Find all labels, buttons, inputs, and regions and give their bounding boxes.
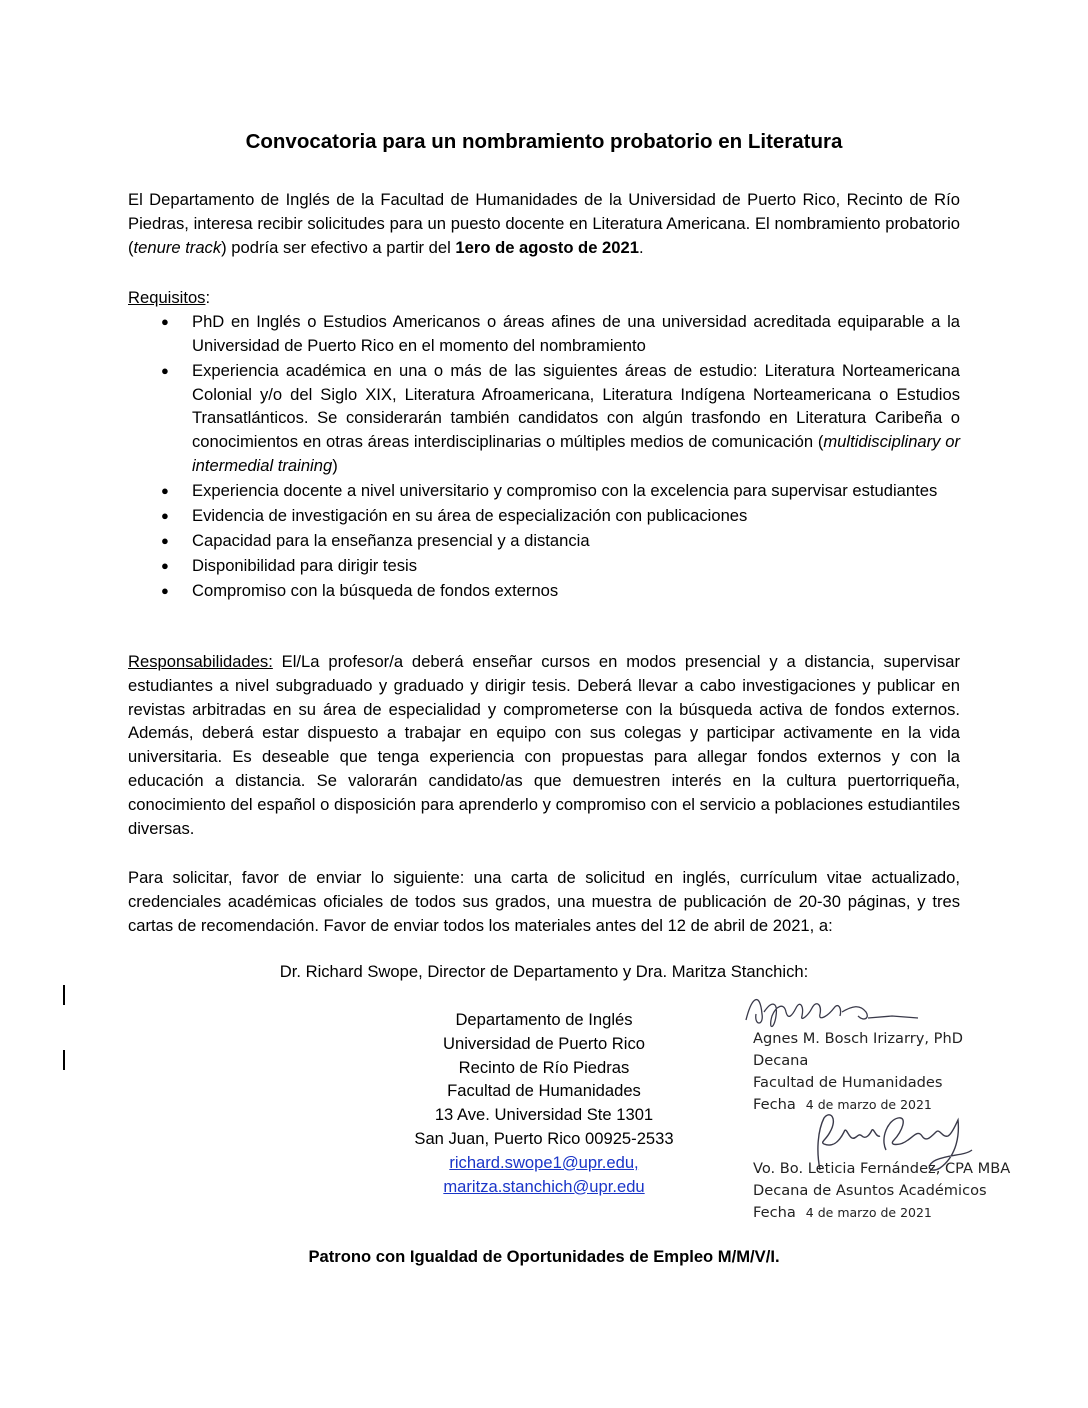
list-item: ● Capacidad para la enseñanza presencial y a distancia [128, 529, 960, 553]
intro-italic: tenure track [133, 237, 222, 257]
requirements-heading-label: Requisitos [128, 288, 206, 307]
address-line: Recinto de Río Piedras [458, 1057, 630, 1077]
margin-mark [63, 985, 65, 1005]
contact-line: Dr. Richard Swope, Director de Departamento y Dra. Maritza Stanchich: [279, 962, 809, 981]
margin-mark [63, 1050, 65, 1070]
requirements-heading: Requisitos: [128, 288, 211, 307]
signature-block-dean [753, 1028, 1053, 1116]
signature-block-academic-dean [753, 1158, 1053, 1224]
list-item: ● Experiencia académica en una o más de las siguientes áreas de estudio: Literatura Norteamericana Colonial y/o del Siglo XIX, Literatura Afroamericana, Literatura Indígena Norteamericana o Estudios Transatlánticos. Se considerarán también candidatos con algún trasfondo en Literatura Caribeña o conocimientos en otras áreas interdisciplinarias o múltiples medios de comunicación (multidisciplinary or intermedial training) [161, 360, 960, 475]
list-item: ● Compromiso con la búsqueda de fondos externos [128, 579, 960, 603]
responsibilities-paragraph [128, 650, 960, 840]
intro-text-1: El Departamento de Inglés de la Facultad de Humanidades de la Universidad de Puerto Rico, Recinto de Río Piedras, interesa recibir solicitudes para un puesto docente en Literatura Americana. El nombramiento probatorio ( [128, 190, 960, 257]
signer-name: Vo. Bo. Leticia Fernández, CPA MBA [753, 1160, 1011, 1177]
address-line: 13 Ave. Universidad Ste 1301 [434, 1105, 654, 1125]
bullet-icon: ● [161, 507, 169, 523]
signer-name: Agnes M. Bosch Irizarry, PhD [753, 1030, 963, 1047]
intro-paragraph [128, 188, 960, 259]
intro-text-2: ) podría ser efectivo a partir del [221, 237, 456, 257]
list-item: ● Evidencia de investigación en su área de especialización con publicaciones [128, 504, 960, 528]
email-link-stanchich[interactable]: maritza.stanchich@upr.edu [443, 1176, 645, 1196]
bullet-icon: ● [161, 362, 169, 378]
bullet-icon: ● [161, 557, 169, 573]
signer-title: Decana [753, 1052, 809, 1069]
email-link-swope[interactable]: richard.swope1@upr.edu, [449, 1152, 639, 1172]
list-item: ● Disponibilidad para dirigir tesis [128, 554, 960, 578]
address-line: Universidad de Puerto Rico [443, 1033, 645, 1053]
bullet-icon: ● [161, 532, 169, 548]
signature-date: 4 de marzo de 2021 [805, 1205, 932, 1220]
address-line: Departamento de Inglés [455, 1010, 633, 1029]
bullet-icon: ● [161, 482, 169, 498]
bullet-icon: ● [161, 582, 169, 598]
list-item: ● PhD en Inglés o Estudios Americanos o áreas afines de una universidad acreditada equiparable a la Universidad de Puerto Rico en el momento del nombramiento [161, 312, 960, 355]
responsibilities-heading: Responsabilidades: [128, 652, 273, 671]
date-label: Fecha [753, 1204, 796, 1221]
signer-title: Decana de Asuntos Académicos [753, 1182, 987, 1199]
date-label: Fecha [753, 1096, 796, 1113]
signer-department: Facultad de Humanidades [753, 1074, 943, 1091]
bullet-icon: ● [161, 314, 169, 329]
footer-equal-opportunity: Patrono con Igualdad de Oportunidades de Empleo M/M/V/I. [308, 1247, 780, 1266]
address-line: Facultad de Humanidades [447, 1081, 641, 1101]
signature-date: 4 de marzo de 2021 [805, 1097, 932, 1112]
responsibilities-text: El/La profesor/a deberá enseñar cursos en modos presencial y a distancia, supervisar estudiantes a nivel subgraduado y graduado y dirigir tesis. Deberá llevar a cabo investigaciones y publicar en revistas arbitradas en su área de especialidad y comprometerse con la búsqueda activa de fondos externos. Además, deberá estar dispuesto a trabajar en equipo con sus colegas y participar activamente en la vida universitaria. Es deseable que tenga experiencia con propuestas para allegar fondos externos y con la educación a distancia. Se valorarán candidato/as que demuestren interés en la cultura puertorriqueña, conocimiento del español o disposición para aprenderlo y compromiso con el servicio a poblaciones estudiantiles diversas. [128, 652, 960, 838]
requirements-list [128, 310, 960, 604]
list-item: ● Experiencia docente a nivel universitario y compromiso con la excelencia para supervisar estudiantes [128, 479, 960, 503]
document-title: Convocatoria para un nombramiento probatorio en Literatura [245, 130, 843, 153]
start-date: 1ero de agosto de 2021 [455, 237, 639, 257]
intro-text-3: . [638, 237, 644, 257]
mailing-address [384, 1008, 704, 1198]
address-line: San Juan, Puerto Rico 00925-2533 [414, 1128, 674, 1148]
apply-paragraph: Para solicitar, favor de enviar lo siguiente: una carta de solicitud en inglés, currículum vitae actualizado, credenciales académicas oficiales de todos sus grados, una muestra de publicación de 20-30 páginas, y tres cartas de recomendación. Favor de enviar todos los materiales antes del 12 de abril de 2021, a: [128, 868, 960, 935]
